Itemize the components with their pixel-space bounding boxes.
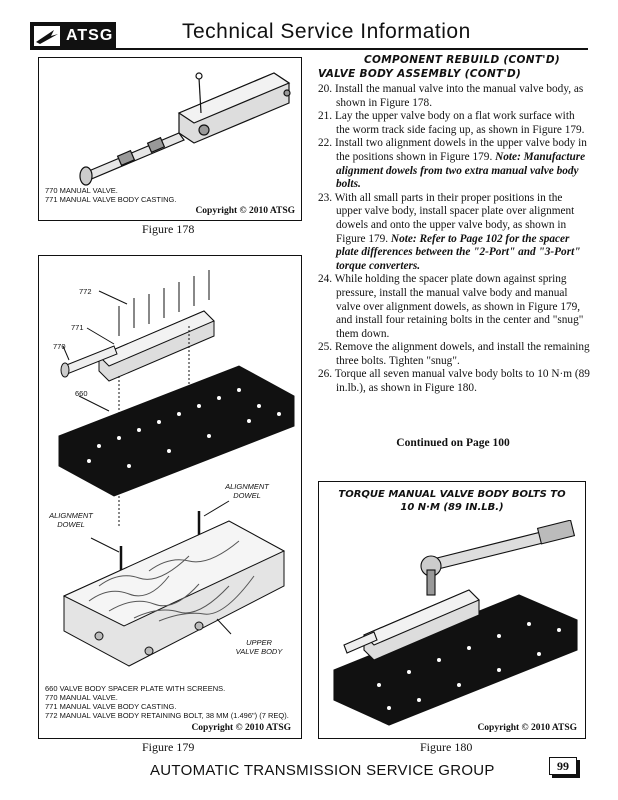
figure-180-title [319, 488, 585, 514]
title-line: TORQUE MANUAL VALVE BODY BOLTS TO [338, 489, 566, 500]
step-item [318, 137, 590, 191]
title-line: 10 N·M (89 IN.LB.) [400, 502, 504, 513]
section-heading: COMPONENT REBUILD (CONT'D) [364, 54, 560, 66]
figure-178-legend [45, 186, 176, 204]
page-header-title: Technical Service Information [182, 20, 471, 43]
upper-valve-body-label [229, 638, 289, 656]
step-note: Note: Manufacture alignment dowels from two extra manual valve body bolts. [336, 150, 586, 191]
callout-771: 771 [71, 323, 84, 332]
step-text: 22. Install two alignment dowels in the upper valve body in the positions shown in Figure 179. [318, 137, 587, 163]
manual-valve-illustration [39, 58, 301, 188]
figure-178-label: Figure 178 [142, 222, 195, 236]
logo-text: ATSG [66, 27, 114, 44]
callout-line: ALIGNMENT [225, 482, 269, 491]
alignment-dowel-label-right [217, 482, 277, 500]
step-text: 20. Install the manual valve into the manual valve body, as shown in Figure 178. [318, 83, 584, 109]
step-item [318, 368, 590, 395]
step-text: 25. Remove the alignment dowels, and install the remaining three bolts. Tighten "snug". [318, 341, 590, 367]
callout-line: DOWEL [57, 520, 85, 529]
step-item [318, 83, 590, 110]
step-note: Note: Refer to Page 102 for the spacer plate differences between the "2-Port" and "3-Port" torque converters. [336, 232, 581, 272]
valve-body-exploded-illustration [39, 256, 301, 681]
step-item [318, 192, 590, 274]
alignment-dowel-label-left [41, 511, 101, 529]
page-number: 99 [549, 757, 577, 775]
step-item [318, 341, 590, 368]
atsg-logo [30, 22, 116, 50]
step-text: 21. Lay the upper valve body on a flat work surface with the worm track side facing up, as shown in Figure 179. [318, 110, 585, 136]
step-item [318, 110, 590, 137]
callout-772: 772 [79, 287, 92, 296]
legend-item: 770 MANUAL VALVE. [45, 693, 118, 702]
figure-180-frame [318, 481, 586, 739]
logo-arrow-icon [34, 26, 60, 46]
step-text: 26. Torque all seven manual valve body bolts to 10 N·m (89 in.lb.), as shown in Figure 180. [318, 368, 590, 395]
header-rule [30, 48, 588, 50]
figure-179-legend [45, 684, 289, 720]
instruction-steps [318, 83, 590, 396]
legend-item: 771 MANUAL VALVE BODY CASTING. [45, 195, 177, 204]
step-text: 23. With all small parts in their proper positions in the upper valve body, install spacer plate over alignment dowels and onto the upper valve body, as shown in Figure 179. [318, 191, 575, 245]
figure-178-frame [38, 57, 302, 221]
torque-wrench-illustration [319, 520, 585, 730]
legend-item: 770 MANUAL VALVE. [45, 186, 118, 195]
figure-179-frame [38, 255, 302, 739]
section-subheading: VALVE BODY ASSEMBLY (CONT'D) [318, 68, 522, 80]
callout-660: 660 [75, 389, 88, 398]
legend-item: 772 MANUAL VALVE BODY RETAINING BOLT, 38 MM (1.496") (7 REQ). [45, 711, 289, 720]
figure-180-label: Figure 180 [420, 740, 473, 754]
callout-line: UPPER [246, 638, 272, 647]
step-text: 24. While holding the spacer plate down against spring pressure, install the manual valve body and manual valve over alignment dowels, as shown in Figure 179, and install four retaining bolts in the center and "snug" them down. [318, 273, 584, 340]
figure-179-label: Figure 179 [142, 740, 195, 754]
callout-line: ALIGNMENT [49, 511, 93, 520]
legend-item: 771 MANUAL VALVE BODY CASTING. [45, 702, 177, 711]
figure-179-copyright: Copyright © 2010 ATSG [191, 723, 291, 733]
figure-180-copyright: Copyright © 2010 ATSG [477, 723, 577, 733]
callout-770: 770 [53, 342, 66, 351]
callout-line: VALVE BODY [235, 647, 283, 656]
step-item [318, 273, 590, 341]
legend-item: 660 VALVE BODY SPACER PLATE WITH SCREENS. [45, 684, 226, 693]
callout-line: DOWEL [233, 491, 261, 500]
figure-178-copyright: Copyright © 2010 ATSG [195, 206, 295, 216]
footer-text: AUTOMATIC TRANSMISSION SERVICE GROUP [150, 762, 495, 779]
continued-note: Continued on Page 100 [396, 437, 510, 449]
